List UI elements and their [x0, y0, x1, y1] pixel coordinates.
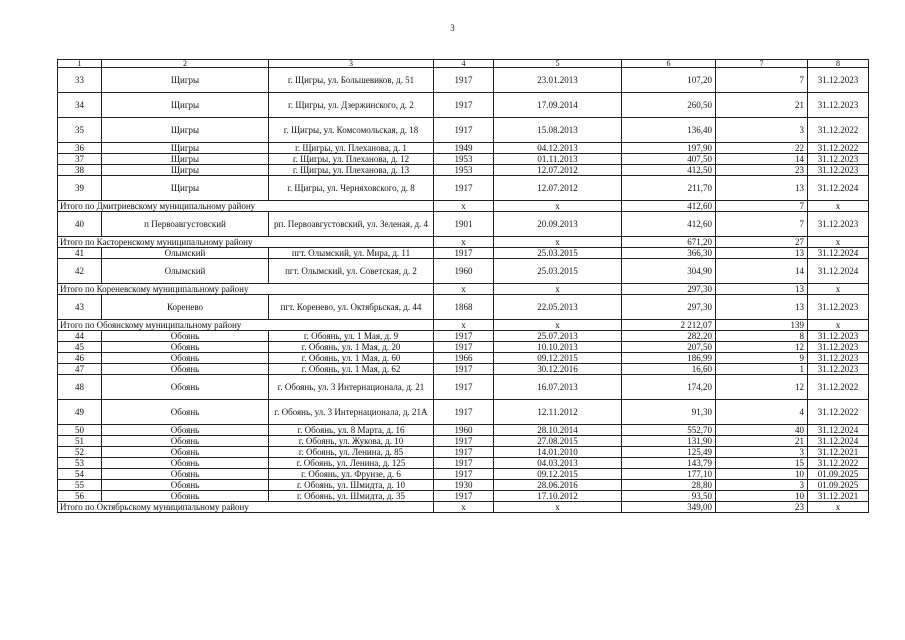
- area-cell: 107,20: [622, 68, 716, 93]
- date-cell: x: [494, 502, 622, 513]
- address-cell: г. Щигры, ул. Плеханова, д. 12: [269, 154, 434, 165]
- row-number-cell: 44: [58, 331, 102, 342]
- count-cell: 21: [716, 93, 808, 118]
- row-number-cell: 45: [58, 342, 102, 353]
- year-cell: x: [434, 502, 494, 513]
- year-cell: 1917: [434, 118, 494, 143]
- date-cell: 28.06.2016: [494, 480, 622, 491]
- year-cell: 1953: [434, 165, 494, 176]
- area-cell: 131,90: [622, 436, 716, 447]
- settlement-cell: Обоянь: [102, 400, 269, 425]
- deadline-cell: x: [808, 237, 869, 248]
- year-cell: x: [434, 284, 494, 295]
- year-cell: 1949: [434, 143, 494, 154]
- settlement-cell: п Первоавгустовский: [102, 212, 269, 237]
- settlement-cell: Щигры: [102, 143, 269, 154]
- area-cell: 174,20: [622, 375, 716, 400]
- settlement-cell: Олымский: [102, 259, 269, 284]
- year-cell: 1917: [434, 176, 494, 201]
- address-cell: г. Обоянь, ул. 3 Интернационала, д. 21А: [269, 400, 434, 425]
- settlement-cell: Щигры: [102, 93, 269, 118]
- date-cell: 01.11.2013: [494, 154, 622, 165]
- count-cell: 3: [716, 118, 808, 143]
- area-cell: 412,50: [622, 165, 716, 176]
- row-number-cell: 35: [58, 118, 102, 143]
- column-number: 1: [58, 60, 102, 68]
- row-number-cell: 55: [58, 480, 102, 491]
- date-cell: 04.12.2013: [494, 143, 622, 154]
- table-row: [58, 491, 869, 502]
- address-cell: пгт. Олымский, ул. Мира, д. 11: [269, 248, 434, 259]
- deadline-cell: 31.12.2021: [808, 491, 869, 502]
- deadline-cell: 31.12.2023: [808, 342, 869, 353]
- area-cell: 186,99: [622, 353, 716, 364]
- table-row: [58, 469, 869, 480]
- year-cell: 1917: [434, 469, 494, 480]
- count-cell: 27: [716, 237, 808, 248]
- table-row: [58, 154, 869, 165]
- address-cell: г. Обоянь, ул. Шмидта, д. 10: [269, 480, 434, 491]
- row-number-cell: 34: [58, 93, 102, 118]
- count-cell: 139: [716, 320, 808, 331]
- date-cell: 25.03.2015: [494, 259, 622, 284]
- address-cell: г. Щигры, ул. Черняховского, д. 8: [269, 176, 434, 201]
- settlement-cell: Щигры: [102, 154, 269, 165]
- settlement-cell: Обоянь: [102, 364, 269, 375]
- count-cell: 13: [716, 248, 808, 259]
- count-cell: 40: [716, 425, 808, 436]
- area-cell: 91,30: [622, 400, 716, 425]
- date-cell: 14.01.2010: [494, 447, 622, 458]
- deadline-cell: x: [808, 502, 869, 513]
- date-cell: 30.12.2016: [494, 364, 622, 375]
- settlement-cell: Обоянь: [102, 342, 269, 353]
- deadline-cell: x: [808, 320, 869, 331]
- row-number-cell: 50: [58, 425, 102, 436]
- year-cell: x: [434, 201, 494, 212]
- count-cell: 13: [716, 176, 808, 201]
- settlement-cell: Щигры: [102, 118, 269, 143]
- column-number: 4: [434, 60, 494, 68]
- housing-table: [57, 59, 869, 513]
- deadline-cell: 31.12.2023: [808, 154, 869, 165]
- area-cell: 412,60: [622, 212, 716, 237]
- address-cell: г. Обоянь, ул. Ленина, д. 85: [269, 447, 434, 458]
- table-row: [58, 93, 869, 118]
- deadline-cell: 31.12.2023: [808, 364, 869, 375]
- settlement-cell: Обоянь: [102, 436, 269, 447]
- table-row: [58, 480, 869, 491]
- year-cell: 1868: [434, 295, 494, 320]
- count-cell: 21: [716, 436, 808, 447]
- address-cell: г. Обоянь, ул. Фрунзе, д. 6: [269, 469, 434, 480]
- settlement-cell: Щигры: [102, 176, 269, 201]
- row-number-cell: 36: [58, 143, 102, 154]
- count-cell: 1: [716, 364, 808, 375]
- table-row: [58, 248, 869, 259]
- column-number: 8: [808, 60, 869, 68]
- date-cell: 25.07.2013: [494, 331, 622, 342]
- year-cell: 1917: [434, 248, 494, 259]
- area-cell: 366,30: [622, 248, 716, 259]
- date-cell: 12.07.2012: [494, 165, 622, 176]
- count-cell: 23: [716, 165, 808, 176]
- address-cell: г. Щигры, ул. Большевиков, д. 51: [269, 68, 434, 93]
- address-cell: г. Щигры, ул. Дзержинского, д. 2: [269, 93, 434, 118]
- date-cell: 16.07.2013: [494, 375, 622, 400]
- row-number-cell: 51: [58, 436, 102, 447]
- address-cell: г. Обоянь, ул. Жукова, д. 10: [269, 436, 434, 447]
- count-cell: 7: [716, 212, 808, 237]
- area-cell: 207,50: [622, 342, 716, 353]
- table-row: [58, 400, 869, 425]
- year-cell: 1917: [434, 400, 494, 425]
- address-cell: г. Обоянь, ул. 8 Марта, д. 16: [269, 425, 434, 436]
- date-cell: 15.08.2013: [494, 118, 622, 143]
- total-label: Итого по Обоянскому муниципальному району: [58, 320, 434, 331]
- row-number-cell: 54: [58, 469, 102, 480]
- deadline-cell: 31.12.2022: [808, 118, 869, 143]
- deadline-cell: 31.12.2022: [808, 458, 869, 469]
- area-cell: 125,49: [622, 447, 716, 458]
- page-number: 3: [450, 23, 455, 33]
- settlement-cell: Щигры: [102, 68, 269, 93]
- date-cell: 12.07.2012: [494, 176, 622, 201]
- date-cell: x: [494, 201, 622, 212]
- table-row: [58, 212, 869, 237]
- settlement-cell: Щигры: [102, 165, 269, 176]
- deadline-cell: 31.12.2022: [808, 143, 869, 154]
- deadline-cell: 31.12.2024: [808, 248, 869, 259]
- year-cell: 1917: [434, 364, 494, 375]
- date-cell: 27.08.2015: [494, 436, 622, 447]
- address-cell: г. Обоянь, ул. 1 Мая, д. 60: [269, 353, 434, 364]
- year-cell: 1917: [434, 447, 494, 458]
- deadline-cell: 31.12.2023: [808, 165, 869, 176]
- deadline-cell: 31.12.2024: [808, 176, 869, 201]
- district-total-row: [58, 237, 869, 248]
- area-cell: 297,30: [622, 284, 716, 295]
- count-cell: 13: [716, 295, 808, 320]
- count-cell: 12: [716, 342, 808, 353]
- date-cell: x: [494, 237, 622, 248]
- district-total-row: [58, 284, 869, 295]
- year-cell: 1960: [434, 425, 494, 436]
- date-cell: 09.12.2015: [494, 353, 622, 364]
- date-cell: 22.05.2013: [494, 295, 622, 320]
- deadline-cell: x: [808, 201, 869, 212]
- year-cell: 1917: [434, 93, 494, 118]
- table-row: [58, 118, 869, 143]
- address-cell: рп. Первоавгустовский, ул. Зеленая, д. 4: [269, 212, 434, 237]
- address-cell: г. Обоянь, ул. 1 Мая, д. 20: [269, 342, 434, 353]
- address-cell: г. Обоянь, ул. Шмидта, д. 35: [269, 491, 434, 502]
- address-cell: г. Щигры, ул. Плеханова, д. 13: [269, 165, 434, 176]
- row-number-cell: 47: [58, 364, 102, 375]
- year-cell: 1917: [434, 331, 494, 342]
- deadline-cell: 01.09.2025: [808, 469, 869, 480]
- count-cell: 15: [716, 458, 808, 469]
- row-number-cell: 40: [58, 212, 102, 237]
- deadline-cell: 31.12.2024: [808, 259, 869, 284]
- year-cell: 1960: [434, 259, 494, 284]
- area-cell: 136,40: [622, 118, 716, 143]
- year-cell: 1917: [434, 491, 494, 502]
- count-cell: 23: [716, 502, 808, 513]
- count-cell: 3: [716, 447, 808, 458]
- deadline-cell: 31.12.2024: [808, 436, 869, 447]
- year-cell: 1917: [434, 68, 494, 93]
- address-cell: г. Щигры, ул. Комсомольская, д. 18: [269, 118, 434, 143]
- area-cell: 197,90: [622, 143, 716, 154]
- area-cell: 2 212,07: [622, 320, 716, 331]
- date-cell: x: [494, 320, 622, 331]
- year-cell: 1917: [434, 342, 494, 353]
- table-row: [58, 342, 869, 353]
- year-cell: x: [434, 320, 494, 331]
- deadline-cell: 31.12.2023: [808, 68, 869, 93]
- column-number: 7: [716, 60, 808, 68]
- table-row: [58, 364, 869, 375]
- settlement-cell: Коренево: [102, 295, 269, 320]
- count-cell: 14: [716, 259, 808, 284]
- deadline-cell: 31.12.2021: [808, 447, 869, 458]
- area-cell: 28,80: [622, 480, 716, 491]
- row-number-cell: 33: [58, 68, 102, 93]
- table-row: [58, 295, 869, 320]
- year-cell: 1917: [434, 436, 494, 447]
- row-number-cell: 38: [58, 165, 102, 176]
- column-number: 6: [622, 60, 716, 68]
- count-cell: 7: [716, 201, 808, 212]
- column-number: 5: [494, 60, 622, 68]
- deadline-cell: 31.12.2023: [808, 331, 869, 342]
- settlement-cell: Обоянь: [102, 331, 269, 342]
- settlement-cell: Обоянь: [102, 375, 269, 400]
- table-row: [58, 259, 869, 284]
- address-cell: г. Обоянь, ул. 1 Мая, д. 9: [269, 331, 434, 342]
- row-number-cell: 37: [58, 154, 102, 165]
- area-cell: 211,70: [622, 176, 716, 201]
- column-number: 3: [269, 60, 434, 68]
- count-cell: 3: [716, 480, 808, 491]
- settlement-cell: Обоянь: [102, 425, 269, 436]
- date-cell: 25.03.2015: [494, 248, 622, 259]
- count-cell: 7: [716, 68, 808, 93]
- count-cell: 10: [716, 469, 808, 480]
- table-row: [58, 425, 869, 436]
- district-total-row: [58, 502, 869, 513]
- date-cell: x: [494, 284, 622, 295]
- row-number-cell: 46: [58, 353, 102, 364]
- date-cell: 17.10.2012: [494, 491, 622, 502]
- row-number-cell: 41: [58, 248, 102, 259]
- settlement-cell: Обоянь: [102, 447, 269, 458]
- deadline-cell: 31.12.2022: [808, 400, 869, 425]
- year-cell: x: [434, 237, 494, 248]
- column-number: 2: [102, 60, 269, 68]
- deadline-cell: 31.12.2023: [808, 295, 869, 320]
- count-cell: 14: [716, 154, 808, 165]
- area-cell: 143,79: [622, 458, 716, 469]
- date-cell: 12.11.2012: [494, 400, 622, 425]
- year-cell: 1917: [434, 458, 494, 469]
- district-total-row: [58, 201, 869, 212]
- date-cell: 10.10.2013: [494, 342, 622, 353]
- row-number-cell: 49: [58, 400, 102, 425]
- count-cell: 4: [716, 400, 808, 425]
- address-cell: г. Обоянь, ул. 1 Мая, д. 62: [269, 364, 434, 375]
- year-cell: 1953: [434, 154, 494, 165]
- settlement-cell: Обоянь: [102, 480, 269, 491]
- date-cell: 28.10.2014: [494, 425, 622, 436]
- year-cell: 1901: [434, 212, 494, 237]
- year-cell: 1966: [434, 353, 494, 364]
- area-cell: 282,20: [622, 331, 716, 342]
- area-cell: 177,10: [622, 469, 716, 480]
- address-cell: г. Обоянь, ул. Ленина, д. 125: [269, 458, 434, 469]
- table-row: [58, 68, 869, 93]
- area-cell: 407,50: [622, 154, 716, 165]
- area-cell: 304,90: [622, 259, 716, 284]
- count-cell: 13: [716, 284, 808, 295]
- count-cell: 10: [716, 491, 808, 502]
- count-cell: 8: [716, 331, 808, 342]
- count-cell: 9: [716, 353, 808, 364]
- settlement-cell: Обоянь: [102, 458, 269, 469]
- deadline-cell: 31.12.2022: [808, 375, 869, 400]
- table-row: [58, 143, 869, 154]
- table-row: [58, 375, 869, 400]
- address-cell: г. Обоянь, ул. 3 Интернационала, д. 21: [269, 375, 434, 400]
- table-row: [58, 176, 869, 201]
- deadline-cell: 31.12.2024: [808, 425, 869, 436]
- total-label: Итого по Дмитриевскому муниципальному району: [58, 201, 434, 212]
- address-cell: г. Щигры, ул. Плеханова, д. 1: [269, 143, 434, 154]
- row-number-cell: 56: [58, 491, 102, 502]
- date-cell: 17.09.2014: [494, 93, 622, 118]
- table-row: [58, 353, 869, 364]
- date-cell: 20.09.2013: [494, 212, 622, 237]
- deadline-cell: x: [808, 284, 869, 295]
- district-total-row: [58, 320, 869, 331]
- area-cell: 93,50: [622, 491, 716, 502]
- date-cell: 09.12.2015: [494, 469, 622, 480]
- table-row: [58, 447, 869, 458]
- deadline-cell: 31.12.2023: [808, 212, 869, 237]
- table-row: [58, 458, 869, 469]
- area-cell: 349,00: [622, 502, 716, 513]
- deadline-cell: 31.12.2023: [808, 353, 869, 364]
- table-row: [58, 165, 869, 176]
- year-cell: 1930: [434, 480, 494, 491]
- count-cell: 12: [716, 375, 808, 400]
- total-label: Итого по Касторенскому муниципальному району: [58, 237, 434, 248]
- settlement-cell: Обоянь: [102, 353, 269, 364]
- settlement-cell: Олымский: [102, 248, 269, 259]
- settlement-cell: Обоянь: [102, 469, 269, 480]
- column-number-row: [58, 60, 869, 68]
- row-number-cell: 42: [58, 259, 102, 284]
- area-cell: 16,60: [622, 364, 716, 375]
- address-cell: пгт. Коренево, ул. Октябрьская, д. 44: [269, 295, 434, 320]
- area-cell: 260,50: [622, 93, 716, 118]
- area-cell: 297,30: [622, 295, 716, 320]
- address-cell: пгт. Олымский, ул. Советская, д. 2: [269, 259, 434, 284]
- date-cell: 23.01.2013: [494, 68, 622, 93]
- total-label: Итого по Октябрьскому муниципальному району: [58, 502, 434, 513]
- row-number-cell: 39: [58, 176, 102, 201]
- row-number-cell: 48: [58, 375, 102, 400]
- area-cell: 552,70: [622, 425, 716, 436]
- total-label: Итого по Кореневскому муниципальному району: [58, 284, 434, 295]
- count-cell: 22: [716, 143, 808, 154]
- deadline-cell: 01.09.2025: [808, 480, 869, 491]
- area-cell: 412,60: [622, 201, 716, 212]
- year-cell: 1917: [434, 375, 494, 400]
- table-row: [58, 331, 869, 342]
- area-cell: 671,20: [622, 237, 716, 248]
- row-number-cell: 53: [58, 458, 102, 469]
- date-cell: 04.03.2013: [494, 458, 622, 469]
- deadline-cell: 31.12.2023: [808, 93, 869, 118]
- row-number-cell: 52: [58, 447, 102, 458]
- settlement-cell: Обоянь: [102, 491, 269, 502]
- row-number-cell: 43: [58, 295, 102, 320]
- table-row: [58, 436, 869, 447]
